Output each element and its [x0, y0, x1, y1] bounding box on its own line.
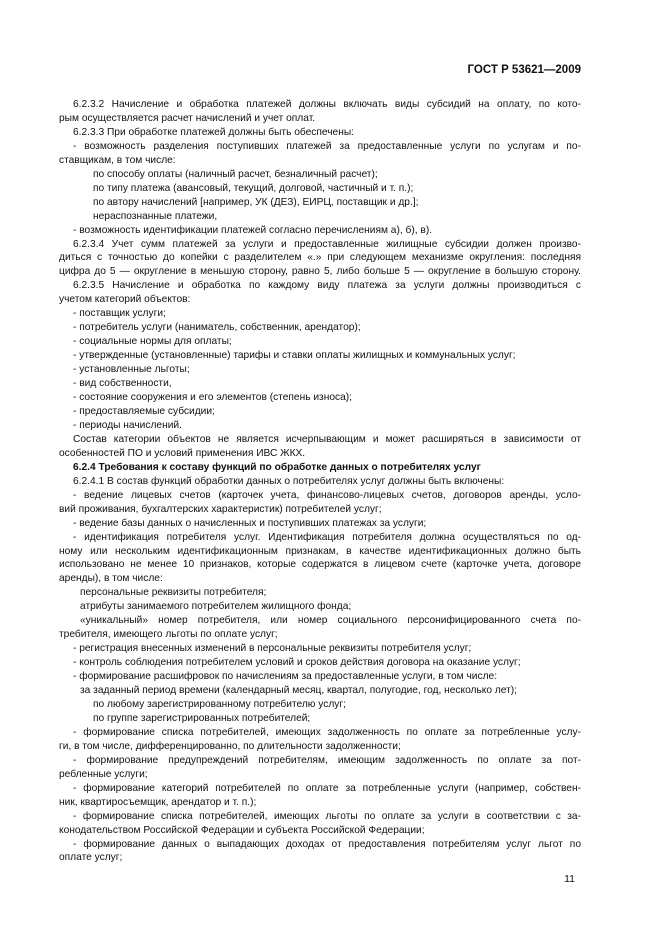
text-line: - утвержденные (установленные) тарифы и ставки оплаты жилищных и коммунальных услуг; — [73, 350, 516, 362]
text-line: - формирование расшифровок по начислениям за предоставленные услуги, в том числе: — [73, 671, 498, 683]
text-line: по любому зарегистрированному потребителю услуг; — [93, 698, 346, 710]
text-line: 6.2.3.2 Начисление и обработка платежей должны включать виды субсидий на оплату, по кото- — [73, 99, 581, 110]
text-line: - предоставляемые субсидии; — [73, 405, 215, 417]
text-line: - социальные нормы для оплаты; — [73, 336, 232, 348]
text-line: - формирование категорий потребителей по оплате за потребленные услуги (например, собствен- — [73, 782, 581, 794]
text-line: - поставщик услуги; — [73, 308, 166, 320]
page-number: 11 — [564, 873, 575, 885]
text-line: 6.2.4 Требования к составу функций по обработке данных о потребителях услуг — [73, 461, 481, 473]
text-line: ставщикам, в том числе: — [59, 154, 176, 166]
document-body — [59, 98, 581, 865]
text-line: 6.2.4.1 В состав функций обработки данных о потребителях услуг должны быть включены: — [73, 475, 505, 487]
text-line: по типу платежа (авансовый, текущий, долговой, частичный и т. п.); — [93, 182, 414, 194]
text-line: - контроль соблюдения потребителем условий и сроков действия договора на оказание услуг; — [73, 657, 521, 669]
document-header: ГОСТ Р 53621—2009 — [467, 64, 581, 76]
text-line: Состав категории объектов не является исчерпывающим и может расширяться в зависимости от — [73, 433, 581, 445]
text-line: цифра до 5 — округление в меньшую сторону, равно 5, либо больше 5 — округление в большую сторону. — [59, 266, 581, 278]
text-line: - установленные льготы; — [73, 364, 190, 376]
text-line: аренды), в том числе: — [59, 573, 163, 585]
text-line: - регистрация внесенных изменений в персональные реквизиты потребителя услуг; — [73, 643, 472, 655]
text-line: по способу оплаты (наличный расчет, безналичный расчет); — [93, 168, 378, 180]
text-line: - идентификация потребителя услуг. Идентификация потребителя должна осуществляться по од- — [73, 531, 581, 543]
text-line: - состояние сооружения и его элементов (степень износа); — [73, 392, 352, 404]
text-line: использовано не менее 10 признаков, которые содержатся в лицевом счете (карточке учета, договоре — [59, 559, 581, 571]
text-line: 6.2.3.4 Учет сумм платежей за услуги и предоставленные жилищные субсидии должен произво- — [73, 238, 581, 250]
text-line: «уникальный» номер потребителя, или номер социального персонифицированного счета по- — [80, 615, 581, 627]
text-line: 6.2.3.3 При обработке платежей должны быть обеспечены: — [73, 126, 354, 138]
text-line: - вид собственности, — [73, 378, 172, 390]
text-line: ги, в том числе, дифференцированно, по длительности задолженности; — [59, 740, 401, 752]
text-line: ник, квартиросъемщик, арендатор и т. п.); — [59, 796, 257, 808]
text-line: требителя, имеющего льготы по оплате услуг; — [59, 629, 278, 641]
text-line: ному или нескольким идентификационным признакам, в качестве идентификационных должно быть — [59, 545, 581, 557]
text-line: - возможность разделения поступивших платежей за предоставленные услуги по услугам и по- — [73, 140, 581, 152]
text-line: - периоды начислений. — [73, 419, 182, 431]
text-line: по автору начислений [например, УК (ДЕЗ), ЕИРЦ, поставщик и др.]; — [93, 196, 419, 208]
text-line: - формирование предупреждений потребителям, имеющим задолженность по оплате за пот- — [73, 754, 581, 766]
text-line: вий проживания, бухгалтерских характеристик) потребителей услуг; — [59, 503, 382, 515]
text-line: - потребитель услуги (наниматель, собственник, арендатор); — [73, 322, 361, 334]
text-line: за заданный период времени (календарный месяц, квартал, полугодие, год, несколько лет); — [80, 685, 518, 697]
text-line: 6.2.3.5 Начисление и обработка по каждому виду платежа за услуги должны производиться с — [73, 280, 581, 292]
text-line: - формирование списка потребителей, имеющих задолженность по оплате за потребленные услу- — [73, 726, 581, 738]
text-line: - ведение лицевых счетов (карточек учета, финансово-лицевых счетов, договоров аренды, усло- — [73, 489, 581, 501]
text-line: ребленные услуги; — [59, 768, 148, 780]
text-line: атрибуты занимаемого потребителем жилищного фонда; — [80, 601, 352, 613]
text-line: оплате услуг; — [59, 852, 123, 864]
text-line: диться с точностью до копейки с разделителем «.» при следующем механизме округления: последняя — [59, 252, 581, 264]
text-line: по группе зарегистрированных потребителей; — [93, 712, 311, 724]
text-line: особенностей ПО и условий применения ИВС ЖКХ. — [59, 447, 306, 459]
text-line: учетом категорий объектов: — [59, 294, 191, 306]
text-line: рым осуществляется расчет начислений и учет оплат. — [59, 112, 316, 124]
text-line: - формирование данных о выпадающих доходах от предоставления потребителям услуг льгот по — [73, 838, 581, 850]
text-line: - ведение базы данных о начисленных и поступивших платежах за услуги; — [73, 517, 427, 529]
text-line: - формирование списка потребителей, имеющих льготы по оплате за услуги в соответствии с за- — [73, 810, 581, 822]
text-line: - возможность идентификации платежей согласно перечислениям а), б), в). — [73, 224, 433, 236]
text-line: нераспознанные платежи, — [93, 210, 218, 222]
text-line: персональные реквизиты потребителя; — [80, 587, 267, 599]
text-line: конодательством Российской Федерации и субъекта Российской Федерации; — [59, 824, 425, 836]
